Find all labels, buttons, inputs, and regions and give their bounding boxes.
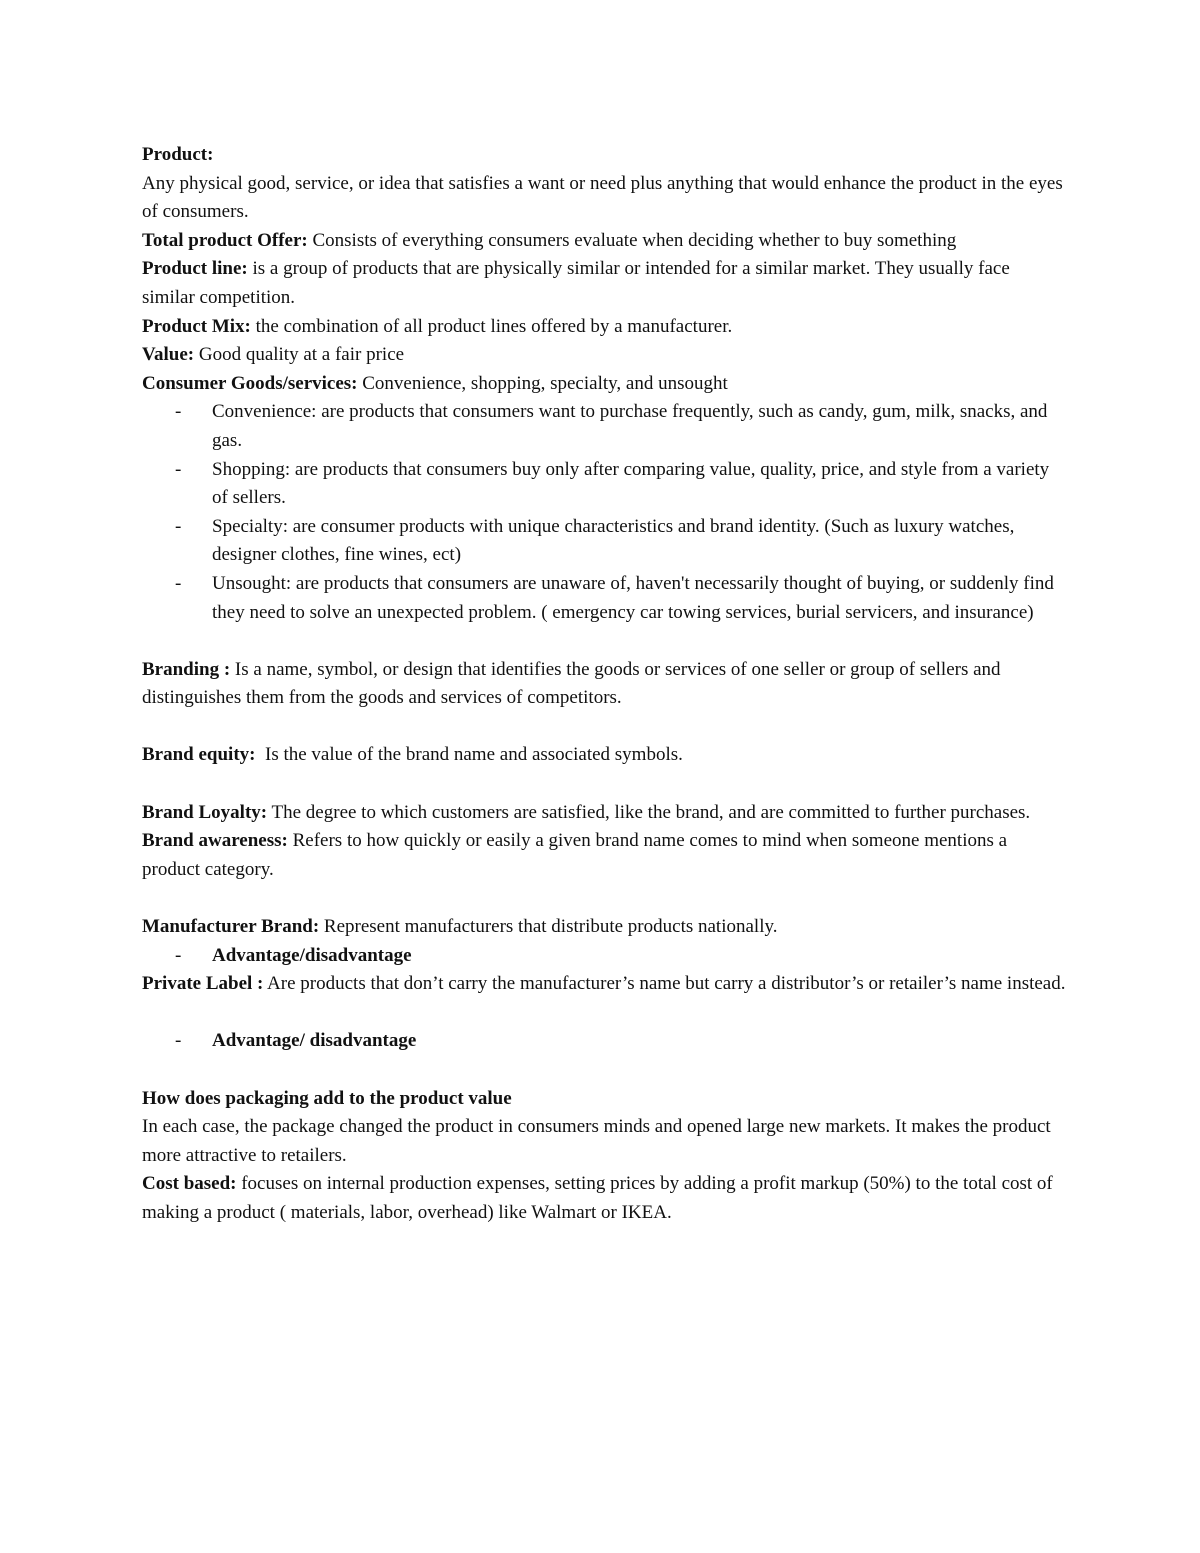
list-item: - Advantage/disadvantage xyxy=(175,944,412,966)
spacer xyxy=(142,1056,1067,1085)
private-label: Private Label : Are products that don’t carry the manufacturer’s name but carry a distributor’s or retailer’s name instead. xyxy=(142,973,1066,995)
product-heading: Product: xyxy=(142,144,214,165)
branding: Branding : Is a name, symbol, or design that identifies the goods or services of one seller or group of sellers and distinguishes them from the goods and services of competitors. xyxy=(142,658,1001,709)
product-line: Product line: is a group of products that are physically similar or intended for a similar market. They usually face similar competition. xyxy=(142,258,1010,308)
term: Brand Loyalty: xyxy=(142,801,268,823)
term: Value: xyxy=(142,344,195,366)
spacer xyxy=(142,999,1067,1028)
brand-loyalty: Brand Loyalty: The degree to which customers are satisfied, like the brand, and are committed to further purchases. xyxy=(142,801,1031,823)
term: Brand awareness: xyxy=(142,830,288,852)
manufacturer-brand: Manufacturer Brand: Represent manufacturers that distribute products nationally. xyxy=(142,916,778,938)
brand-awareness: Brand awareness: Refers to how quickly or easily a given brand name comes to mind when someone mentions a product category. xyxy=(142,830,1008,880)
value-definition: Value: Good quality at a fair price xyxy=(142,344,405,366)
term: Product Mix: xyxy=(142,315,251,337)
packaging-heading: How does packaging add to the product value xyxy=(142,1087,512,1109)
brand-equity: Brand equity: Is the value of the brand name and associated symbols. xyxy=(142,744,683,766)
term: Private Label : xyxy=(142,973,264,995)
spacer xyxy=(142,770,1067,799)
list-item: - Convenience: are products that consumers want to purchase frequently, such as candy, gum, milk, snacks, and gas. xyxy=(175,401,1048,451)
packaging-text: In each case, the package changed the product in consumers minds and opened large new markets. It makes the product more attractive to retailers. xyxy=(142,1116,1051,1166)
consumer-goods: Consumer Goods/services: Convenience, shopping, specialty, and unsought xyxy=(142,372,728,394)
product-mix: Product Mix: the combination of all product lines offered by a manufacturer. xyxy=(142,315,733,337)
total-product-offer: Total product Offer: Consists of everything consumers evaluate when deciding whether to buy something xyxy=(142,229,957,251)
list-item: - Unsought: are products that consumers are unaware of, haven't necessarily thought of buying, or suddenly find they need to solve an unexpected problem. ( emergency car towing services, burial servicers, and insurance) xyxy=(175,572,1054,623)
term: Manufacturer Brand: xyxy=(142,916,320,938)
term: Consumer Goods/services: xyxy=(142,372,358,394)
list-item: - Specialty: are consumer products with unique characteristics and brand identity. (Such as luxury watches, designer clothes, fine wines, ect) xyxy=(175,515,1015,566)
manufacturer-brand-list xyxy=(142,942,1067,971)
product-definition: Any physical good, service, or idea that satisfies a want or need plus anything that would enhance the product in the eyes of consumers. xyxy=(142,172,1063,223)
list-item: - Shopping: are products that consumers buy only after comparing value, quality, price, and style from a variety of sellers. xyxy=(175,458,1050,509)
consumer-goods-list xyxy=(142,398,1067,627)
term: Cost based: xyxy=(142,1173,237,1195)
term: Branding : xyxy=(142,658,231,680)
cost-based: Cost based: focuses on internal production expenses, setting prices by adding a profit markup (50%) to the total cost of making a product ( materials, labor, overhead) like Walmart or IKEA. xyxy=(142,1173,1053,1223)
term: Total product Offer: xyxy=(142,229,308,251)
term: Product line: xyxy=(142,258,248,280)
term: Brand equity: xyxy=(142,744,256,766)
spacer xyxy=(142,627,1067,656)
private-label-list xyxy=(142,1027,1067,1056)
spacer xyxy=(142,713,1067,742)
document-body xyxy=(142,141,1067,1228)
spacer xyxy=(142,884,1067,913)
list-item: - Advantage/ disadvantage xyxy=(175,1030,417,1052)
